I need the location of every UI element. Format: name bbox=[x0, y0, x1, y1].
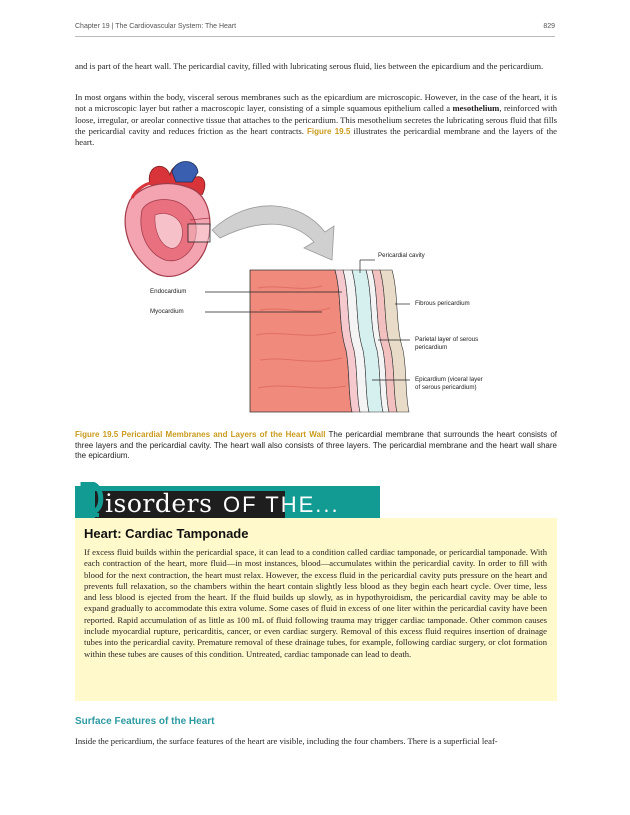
label-parietal-line-1: Parietal layer of serous bbox=[415, 336, 479, 343]
figure-19-5 bbox=[110, 160, 530, 420]
disorder-body: If excess fluid builds within the pericardial space, it can lead to a condition called cardiac tamponade, or pericardial tamponade. With each contraction of the heart, more fluid—in most instances, blood—accumulates within the pericardial cavity. In order to fill with blood for the next contraction, the heart must relax. However, the excess fluid in the pericardial cavity puts pressure on the heart and prevents full relaxation, so the chambers within the heart contain slightly less blood as they begin each heart cycle. Over time, less and less blood is ejected from the heart. If the fluid builds up slowly, as in hypothyroidism, the pericardial cavity may be able to expand gradually to accommodate this extra volume. Some cases of fluid in excess of one liter within the pericardial cavity have been reported. Rapid accumulation of as little as 100 mL of fluid following trauma may trigger cardiac tamponade. Other common causes include myocardial rupture, pericarditis, cancer, or even cardiac surgery. Removal of this excess fluid requires insertion of drainage tubes into the pericardial cavity. Premature removal of these drainage tubes, for example, following cardiac surgery, or clot formation within these tubes are causes of this condition. Untreated, cardiac tamponade can lead to death. bbox=[84, 547, 547, 659]
label-fibrous-pericardium: Fibrous pericardium bbox=[415, 300, 470, 307]
figure-caption bbox=[75, 430, 557, 462]
paragraph-2-text-b: , reinforced with loose, irregular, or areolar connective tissue that attaches to the pericardium. This mesothelium secretes the lubricating serous fluid that fills the pericardial cavity and reduces friction as the heart contracts. bbox=[75, 103, 557, 136]
label-epicardium-line-1: Epicardium (viceral layer bbox=[415, 376, 483, 383]
page-number: 829 bbox=[543, 23, 555, 30]
label-parietal-layer bbox=[415, 336, 478, 351]
label-epicardium bbox=[415, 376, 483, 391]
caption-text: The pericardial membrane that surrounds the heart consists of three layers and the pericardial cavity. The heart wall also consists of three layers. The pericardial membrane and the heart wall share the epicardium. bbox=[75, 430, 557, 460]
disorder-callout bbox=[75, 518, 557, 701]
disorders-banner bbox=[75, 486, 380, 518]
label-endocardium: Endocardium bbox=[150, 288, 187, 295]
label-myocardium: Myocardium bbox=[150, 308, 184, 315]
header-divider bbox=[75, 36, 555, 37]
banner-word-disorders: isorders bbox=[105, 489, 213, 518]
term-mesothelium: mesothelium bbox=[452, 103, 500, 114]
section-heading: Surface Features of the Heart bbox=[75, 716, 215, 727]
zoom-box bbox=[188, 224, 210, 242]
chapter-title: Chapter 19 | The Cardiovascular System: The Heart bbox=[75, 23, 237, 30]
label-pericardial-cavity: Pericardial cavity bbox=[378, 252, 425, 259]
section-paragraph: Inside the pericardium, the surface features of the heart are visible, including the four chambers. There is a superficial leaf- bbox=[75, 736, 498, 746]
running-header bbox=[75, 23, 555, 35]
microscope-d-icon bbox=[77, 482, 105, 518]
heart-drawing bbox=[125, 162, 210, 277]
caption-title: Figure 19.5 Pericardial Membranes and Layers of the Heart Wall bbox=[75, 430, 326, 439]
disorder-title: Heart: Cardiac Tamponade bbox=[84, 526, 249, 541]
label-epicardium-line-2: of serous pericardium) bbox=[415, 383, 477, 391]
figure-reference-link[interactable]: Figure 19.5 bbox=[307, 126, 351, 136]
wall-layers bbox=[250, 270, 409, 412]
paragraph-2 bbox=[75, 92, 557, 148]
banner-word-of-the: OF THE... bbox=[223, 492, 340, 517]
paragraph-2-text-a: In most organs within the body, visceral serous membranes such as the epicardium are microscopic. However, in the case of the heart, it is not a microscopic layer but rather a macroscopic layer, consisting of a simple squamous epithelium called a bbox=[75, 92, 557, 114]
paragraph-1: and is part of the heart wall. The pericardial cavity, filled with lubricating serous fluid, lies between the epicardium and the pericardium. bbox=[75, 61, 544, 71]
zoom-arrow bbox=[212, 206, 334, 260]
label-parietal-line-2: pericardium bbox=[415, 343, 448, 351]
paragraph-2-text-c: illustrates the pericardial membrane and the layers of the heart. bbox=[75, 125, 557, 148]
